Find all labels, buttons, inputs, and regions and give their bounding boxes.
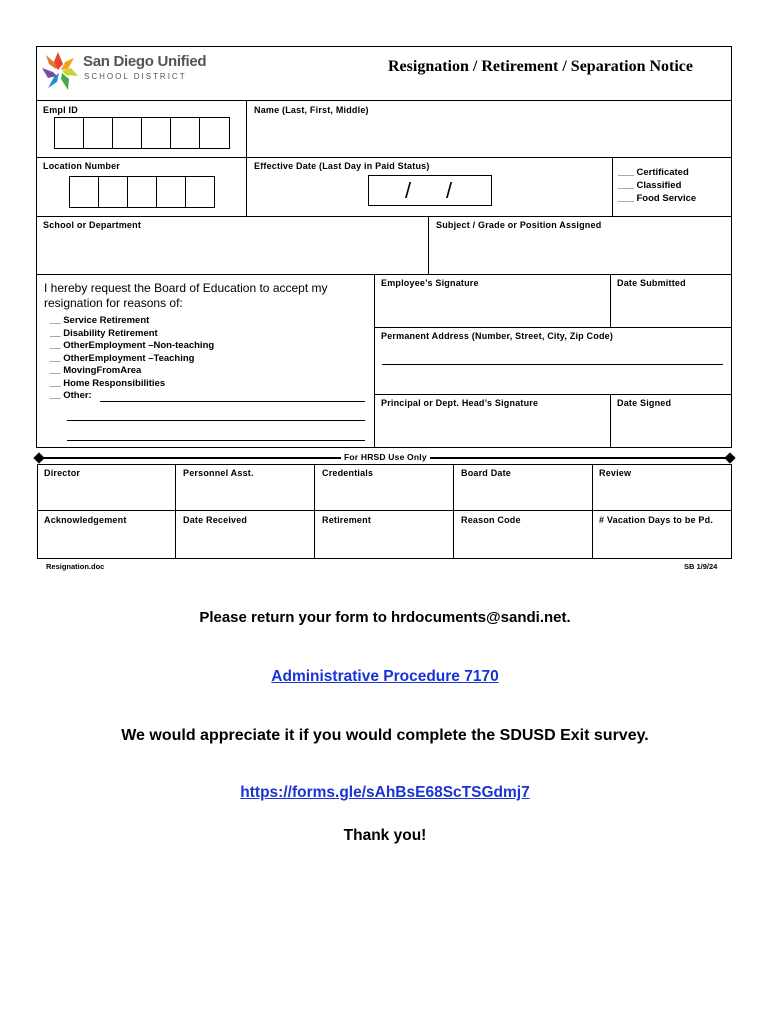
other-line[interactable] xyxy=(67,420,365,421)
request-text: I hereby request the Board of Education to accept my resignation for reasons of: xyxy=(44,281,328,310)
permanent-address-line[interactable] xyxy=(382,364,723,365)
reasons-list xyxy=(50,315,214,403)
principal-signature-label: Principal or Dept. Head’s Signature xyxy=(381,398,539,408)
reason-other-employment-non-teaching[interactable]: __ OtherEmployment –Non-teaching xyxy=(50,340,215,351)
exit-survey-link[interactable]: https://forms.gle/sAhBsE68ScTSGdmj7 xyxy=(240,784,530,801)
hrsd-use-only-label: For HRSD Use Only xyxy=(341,452,430,462)
hrsd-director-label: Director xyxy=(44,468,81,478)
school-department-label: School or Department xyxy=(43,220,142,230)
form-title: Resignation / Retirement / Separation Notice xyxy=(388,58,693,75)
reason-moving-from-area[interactable]: __ MovingFromArea xyxy=(50,365,142,376)
thank-you-text: Thank you! xyxy=(343,827,427,844)
hrsd-retirement-label: Retirement xyxy=(322,515,372,525)
effective-date-label: Effective Date (Last Day in Paid Status) xyxy=(254,161,430,171)
name-label: Name (Last, First, Middle) xyxy=(254,105,369,115)
hrsd-board-date-label: Board Date xyxy=(461,468,512,478)
district-logo xyxy=(40,50,220,92)
document-revision: SB 1/9/24 xyxy=(684,562,718,571)
hrsd-reason-code-label: Reason Code xyxy=(461,515,521,525)
return-instructions: Please return your form to hrdocuments@sandi.net. xyxy=(199,609,571,626)
hrsd-date-received-label: Date Received xyxy=(183,515,248,525)
subject-grade-label: Subject / Grade or Position Assigned xyxy=(436,220,602,230)
reason-home-responsibilities[interactable]: __ Home Responsibilities xyxy=(50,377,166,389)
document-filename: Resignation.doc xyxy=(46,562,105,571)
logo-subtitle: SCHOOL DISTRICT xyxy=(84,72,187,81)
date-signed-label: Date Signed xyxy=(617,398,672,408)
diamond-icon xyxy=(33,452,44,463)
survey-link-wrap xyxy=(0,784,770,802)
employee-signature-label: Employee’s Signature xyxy=(381,278,479,288)
starburst-icon xyxy=(40,50,80,92)
empl-id-boxes[interactable] xyxy=(54,117,231,149)
reason-other-employment-teaching[interactable]: __ OtherEmployment –Teaching xyxy=(50,352,195,364)
reason-disability-retirement[interactable]: __ Disability Retirement xyxy=(50,327,158,339)
hrsd-vacation-days-label: # Vacation Days to be Pd. xyxy=(599,515,714,525)
category-option-classified[interactable]: ___ Classified xyxy=(618,180,682,191)
effective-date-field[interactable] xyxy=(368,175,492,206)
other-line[interactable] xyxy=(67,440,365,441)
permanent-address-label: Permanent Address (Number, Street, City, Zip Code) xyxy=(381,331,614,341)
hrsd-personnel-asst-label: Personnel Asst. xyxy=(183,468,254,478)
other-line[interactable] xyxy=(100,401,365,402)
category-option-certificated[interactable]: ___ Certificated xyxy=(618,167,689,178)
date-submitted-label: Date Submitted xyxy=(617,278,686,288)
reason-other[interactable]: __ Other: xyxy=(50,390,92,401)
location-number-label: Location Number xyxy=(43,161,121,171)
date-separator: / xyxy=(446,178,453,203)
empl-id-label: Empl ID xyxy=(43,105,78,115)
procedure-link-wrap xyxy=(0,668,770,686)
hrsd-acknowledgement-label: Acknowledgement xyxy=(44,515,127,525)
logo-name: San Diego Unified xyxy=(83,53,207,70)
employee-category-options xyxy=(618,166,696,205)
administrative-procedure-link[interactable]: Administrative Procedure 7170 xyxy=(271,668,499,685)
date-separator: / xyxy=(405,178,412,203)
location-number-boxes[interactable] xyxy=(69,176,215,208)
category-option-food-service[interactable]: ___ Food Service xyxy=(618,193,697,204)
diamond-icon xyxy=(724,452,735,463)
hrsd-table xyxy=(37,464,732,559)
exit-survey-request: We would appreciate it if you would complete the SDUSD Exit survey. xyxy=(121,727,649,744)
hrsd-review-label: Review xyxy=(599,468,632,478)
reason-service-retirement[interactable]: __ Service Retirement xyxy=(50,315,150,326)
hrsd-credentials-label: Credentials xyxy=(322,468,374,478)
